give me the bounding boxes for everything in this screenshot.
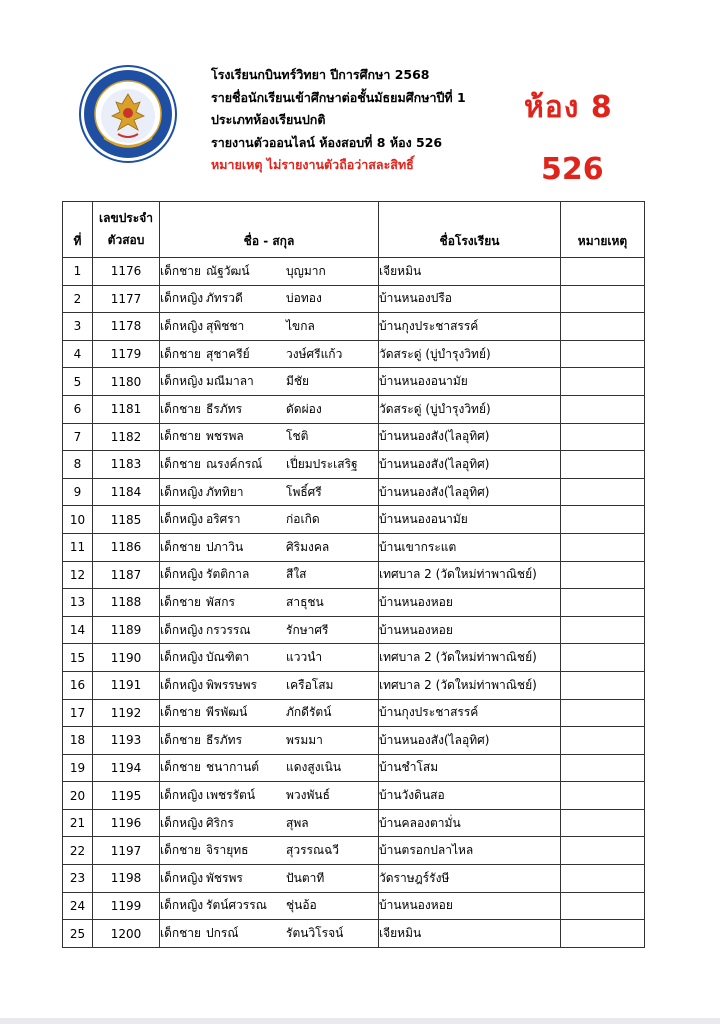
last-name: แดงสูงเนิน <box>286 760 342 775</box>
exam-header-line1: เลขประจำ <box>99 211 153 225</box>
last-name: โพธิ์ศรี <box>286 484 322 499</box>
student-name <box>160 644 379 672</box>
last-name: รัตนวิโรจน์ <box>286 926 344 941</box>
row-number: 24 <box>63 892 93 920</box>
first-name: ศิริกร <box>206 815 234 830</box>
student-name <box>160 837 379 865</box>
row-number: 6 <box>63 395 93 423</box>
school-name: บ้านหนองหอย <box>379 589 561 617</box>
table-body <box>63 258 645 948</box>
table-row <box>63 754 645 782</box>
first-name: ณรงค์กรณ์ <box>206 456 263 471</box>
remark-cell <box>561 754 645 782</box>
name-prefix: เด็กหญิง <box>160 815 204 830</box>
student-name <box>160 258 379 286</box>
first-name: จิรายุทธ <box>206 843 249 858</box>
first-name: บัณฑิตา <box>206 650 250 665</box>
name-prefix: เด็กหญิง <box>160 291 204 306</box>
first-name: ปกรณ์ <box>206 926 239 941</box>
row-number: 14 <box>63 616 93 644</box>
row-number: 13 <box>63 589 93 617</box>
student-name <box>160 533 379 561</box>
exam-number: 1177 <box>93 285 160 313</box>
last-name: ก่อเกิด <box>286 512 320 527</box>
row-number: 4 <box>63 340 93 368</box>
table-row <box>63 589 645 617</box>
name-prefix: เด็กหญิง <box>160 484 204 499</box>
table-row <box>63 892 645 920</box>
row-number: 15 <box>63 644 93 672</box>
school-name: เทศบาล 2 (วัดใหม่ท่าพาณิชย์) <box>379 561 561 589</box>
table-row <box>63 809 645 837</box>
school-name: บ้านหนองอนามัย <box>379 506 561 534</box>
remark-cell <box>561 561 645 589</box>
remark-cell <box>561 671 645 699</box>
last-name: วงษ์ศรีแก้ว <box>286 346 343 361</box>
exam-number: 1176 <box>93 258 160 286</box>
student-name <box>160 671 379 699</box>
school-name: บ้านวังดินสอ <box>379 782 561 810</box>
remark-cell <box>561 892 645 920</box>
student-name <box>160 754 379 782</box>
remark-cell <box>561 782 645 810</box>
student-name <box>160 782 379 810</box>
remark-cell <box>561 616 645 644</box>
name-prefix: เด็กชาย <box>160 926 202 941</box>
last-name: สุวรรณฉวี <box>286 843 339 858</box>
row-number: 3 <box>63 313 93 341</box>
table-row <box>63 533 645 561</box>
name-prefix: เด็กหญิง <box>160 650 204 665</box>
student-name <box>160 920 379 948</box>
last-name: บุญมาก <box>286 263 326 278</box>
school-name: บ้านหนองสัง(ไลอุทิศ) <box>379 727 561 755</box>
table-row <box>63 561 645 589</box>
first-name: ภัททิยา <box>206 484 244 499</box>
name-prefix: เด็กหญิง <box>160 512 204 527</box>
name-prefix: เด็กหญิง <box>160 870 204 885</box>
row-number: 8 <box>63 451 93 479</box>
student-name <box>160 478 379 506</box>
table-row <box>63 644 645 672</box>
exam-number: 1193 <box>93 727 160 755</box>
remark-cell <box>561 699 645 727</box>
table-row <box>63 727 645 755</box>
table-row <box>63 671 645 699</box>
remark-cell <box>561 395 645 423</box>
remark-cell <box>561 589 645 617</box>
first-name: กรวรรณ <box>206 622 251 637</box>
remark-cell <box>561 920 645 948</box>
school-name: เทศบาล 2 (วัดใหม่ท่าพาณิชย์) <box>379 671 561 699</box>
remark-cell <box>561 423 645 451</box>
last-name: สีใส <box>286 567 307 582</box>
remark-cell <box>561 285 645 313</box>
exam-number: 1197 <box>93 837 160 865</box>
room-number: 526 <box>541 152 604 187</box>
student-name <box>160 589 379 617</box>
row-number: 1 <box>63 258 93 286</box>
name-prefix: เด็กชาย <box>160 401 202 416</box>
remark-cell <box>561 506 645 534</box>
remark-cell <box>561 533 645 561</box>
remark-cell <box>561 478 645 506</box>
table-row <box>63 837 645 865</box>
exam-number: 1198 <box>93 865 160 893</box>
name-prefix: เด็กชาย <box>160 429 202 444</box>
first-name: สุชาครีย์ <box>206 346 250 361</box>
school-name: บ้านหนองสัง(ไลอุทิศ) <box>379 451 561 479</box>
school-name: วัดราษฎร์รังษี <box>379 865 561 893</box>
student-name <box>160 809 379 837</box>
exam-number: 1180 <box>93 368 160 396</box>
exam-number: 1186 <box>93 533 160 561</box>
exam-number: 1194 <box>93 754 160 782</box>
student-name <box>160 313 379 341</box>
school-name: เจียหมิน <box>379 920 561 948</box>
table-row <box>63 506 645 534</box>
school-name: บ้านหนองหอย <box>379 616 561 644</box>
first-name: พัชรพร <box>206 870 243 885</box>
school-name: บ้านกุงประชาสรรค์ <box>379 699 561 727</box>
remark-cell <box>561 340 645 368</box>
school-name: เจียหมิน <box>379 258 561 286</box>
first-name: อริศรา <box>206 512 241 527</box>
name-prefix: เด็กชาย <box>160 732 202 747</box>
exam-number: 1192 <box>93 699 160 727</box>
name-prefix: เด็กชาย <box>160 760 202 775</box>
table-row <box>63 313 645 341</box>
school-name: วัดสระดู่ (บู่บำรุงวิทย์) <box>379 340 561 368</box>
last-name: สาธุชน <box>286 594 324 609</box>
remark-cell <box>561 727 645 755</box>
name-prefix: เด็กชาย <box>160 705 202 720</box>
remark-cell <box>561 451 645 479</box>
class-type-line: ประเภทห้องเรียนปกติ <box>211 112 326 127</box>
table-row <box>63 865 645 893</box>
exam-number: 1187 <box>93 561 160 589</box>
last-name: สุพล <box>286 815 309 830</box>
document-header <box>211 64 531 177</box>
note-line: หมายเหตุ ไม่รายงานตัวถือว่าสละสิทธิ์ <box>211 157 414 172</box>
last-name: รักษาศรี <box>286 622 329 637</box>
student-name <box>160 285 379 313</box>
school-name: บ้านเขากระแต <box>379 533 561 561</box>
first-name: ปภาวิน <box>206 539 244 554</box>
name-prefix: เด็กหญิง <box>160 318 204 333</box>
last-name: ไขกล <box>286 318 315 333</box>
row-number: 22 <box>63 837 93 865</box>
name-prefix: เด็กหญิง <box>160 788 204 803</box>
page-bottom-edge <box>0 1018 720 1024</box>
student-name <box>160 506 379 534</box>
column-header-exam-number <box>93 202 160 258</box>
table-row <box>63 395 645 423</box>
last-name: พวงพันธ์ <box>286 788 330 803</box>
name-prefix: เด็กชาย <box>160 456 202 471</box>
school-name: บ้านตรอกปลาไหล <box>379 837 561 865</box>
remark-cell <box>561 258 645 286</box>
table-row <box>63 616 645 644</box>
row-number: 21 <box>63 809 93 837</box>
remark-cell <box>561 313 645 341</box>
school-name: บ้านหนองหอย <box>379 892 561 920</box>
student-name <box>160 368 379 396</box>
name-prefix: เด็กชาย <box>160 539 202 554</box>
exam-number: 1183 <box>93 451 160 479</box>
table-row <box>63 920 645 948</box>
exam-number: 1191 <box>93 671 160 699</box>
table-row <box>63 258 645 286</box>
school-name: บ้านหนองอนามัย <box>379 368 561 396</box>
table-row <box>63 451 645 479</box>
name-prefix: เด็กหญิง <box>160 677 204 692</box>
school-name: บ้านชำโสม <box>379 754 561 782</box>
row-number: 19 <box>63 754 93 782</box>
table-row <box>63 782 645 810</box>
first-name: รัตน์ศวรรณ <box>206 898 267 913</box>
last-name: ดัดผ่อง <box>286 401 322 416</box>
room-title: ห้อง 8 <box>524 90 613 125</box>
exam-number: 1184 <box>93 478 160 506</box>
first-name: เพชรรัตน์ <box>206 788 256 803</box>
exam-number: 1195 <box>93 782 160 810</box>
last-name: เปี่ยมประเสริฐ <box>286 456 358 471</box>
exam-header-line2: ตัวสอบ <box>107 233 145 247</box>
student-name <box>160 865 379 893</box>
first-name: พชรพล <box>206 429 244 444</box>
column-header-name: ชื่อ - สกุล <box>160 202 379 258</box>
school-name: วัดสระดู่ (บู่บำรุงวิทย์) <box>379 395 561 423</box>
exam-number: 1188 <box>93 589 160 617</box>
first-name: พัสกร <box>206 594 235 609</box>
exam-number: 1178 <box>93 313 160 341</box>
student-name <box>160 616 379 644</box>
school-logo <box>78 64 178 164</box>
row-number: 25 <box>63 920 93 948</box>
column-header-remark: หมายเหตุ <box>561 202 645 258</box>
row-number: 18 <box>63 727 93 755</box>
name-prefix: เด็กหญิง <box>160 374 204 389</box>
name-prefix: เด็กชาย <box>160 346 202 361</box>
column-header-no: ที่ <box>63 202 93 258</box>
table-row <box>63 699 645 727</box>
row-number: 20 <box>63 782 93 810</box>
student-roster-table <box>62 201 645 948</box>
student-name <box>160 699 379 727</box>
last-name: แววนำ <box>286 650 323 665</box>
last-name: โชติ <box>286 429 309 444</box>
name-prefix: เด็กชาย <box>160 263 202 278</box>
exam-number: 1190 <box>93 644 160 672</box>
exam-number: 1200 <box>93 920 160 948</box>
first-name: ณัฐวัฒน์ <box>206 263 250 278</box>
exam-number: 1179 <box>93 340 160 368</box>
exam-number: 1181 <box>93 395 160 423</box>
table-row <box>63 478 645 506</box>
student-name <box>160 423 379 451</box>
first-name: ชนากานต์ <box>206 760 260 775</box>
exam-number: 1182 <box>93 423 160 451</box>
table-row <box>63 423 645 451</box>
student-name <box>160 561 379 589</box>
last-name: ปันตาที <box>286 870 325 885</box>
first-name: พิพรรษพร <box>206 677 257 692</box>
last-name: ภักดีรัตน์ <box>286 705 332 720</box>
column-header-school: ชื่อโรงเรียน <box>379 202 561 258</box>
student-name <box>160 340 379 368</box>
exam-number: 1185 <box>93 506 160 534</box>
name-prefix: เด็กหญิง <box>160 622 204 637</box>
school-name: บ้านหนองสัง(ไลอุทิศ) <box>379 478 561 506</box>
row-number: 2 <box>63 285 93 313</box>
first-name: รัตติกาล <box>206 567 250 582</box>
school-name: บ้านหนองปรือ <box>379 285 561 313</box>
first-name: พีรพัฒน์ <box>206 705 248 720</box>
name-prefix: เด็กชาย <box>160 843 202 858</box>
row-number: 7 <box>63 423 93 451</box>
first-name: ธีรภัทร <box>206 732 243 747</box>
first-name: ธีรภัทร <box>206 401 243 416</box>
last-name: พรมมา <box>286 732 323 747</box>
table-row <box>63 340 645 368</box>
row-number: 12 <box>63 561 93 589</box>
remark-cell <box>561 837 645 865</box>
student-name <box>160 727 379 755</box>
student-name <box>160 451 379 479</box>
first-name: มณีมาลา <box>206 374 254 389</box>
school-name: เทศบาล 2 (วัดใหม่ท่าพาณิชย์) <box>379 644 561 672</box>
table-row <box>63 368 645 396</box>
first-name: สุพิชชา <box>206 318 245 333</box>
last-name: ชุ่นอ้อ <box>286 898 317 913</box>
table-header-row <box>63 202 645 258</box>
name-prefix: เด็กหญิง <box>160 567 204 582</box>
report-line: รายงานตัวออนไลน์ ห้องสอบที่ 8 ห้อง 526 <box>211 134 443 150</box>
school-seal-icon <box>78 64 178 164</box>
school-name: บ้านกุงประชาสรรค์ <box>379 313 561 341</box>
last-name: เครือโสม <box>286 677 334 692</box>
student-list-line: รายชื่อนักเรียนเข้าศึกษาต่อชั้นมัธยมศึกษาปีที่ 1 <box>211 89 466 105</box>
exam-number: 1199 <box>93 892 160 920</box>
school-year-line: โรงเรียนกบินทร์วิทยา ปีการศึกษา 2568 <box>211 67 430 82</box>
remark-cell <box>561 865 645 893</box>
row-number: 17 <box>63 699 93 727</box>
row-number: 23 <box>63 865 93 893</box>
student-name <box>160 395 379 423</box>
row-number: 11 <box>63 533 93 561</box>
exam-number: 1189 <box>93 616 160 644</box>
remark-cell <box>561 368 645 396</box>
exam-number: 1196 <box>93 809 160 837</box>
row-number: 5 <box>63 368 93 396</box>
remark-cell <box>561 644 645 672</box>
name-prefix: เด็กชาย <box>160 594 202 609</box>
last-name: ศิริมงคล <box>286 539 330 554</box>
first-name: ภัทรวดี <box>206 291 243 306</box>
school-name: บ้านหนองสัง(ไลอุทิศ) <box>379 423 561 451</box>
row-number: 16 <box>63 671 93 699</box>
school-name: บ้านคลองตามั่น <box>379 809 561 837</box>
student-name <box>160 892 379 920</box>
table-row <box>63 285 645 313</box>
name-prefix: เด็กหญิง <box>160 898 204 913</box>
last-name: บ่อทอง <box>286 291 322 306</box>
row-number: 10 <box>63 506 93 534</box>
last-name: มีชัย <box>286 374 310 389</box>
row-number: 9 <box>63 478 93 506</box>
remark-cell <box>561 809 645 837</box>
